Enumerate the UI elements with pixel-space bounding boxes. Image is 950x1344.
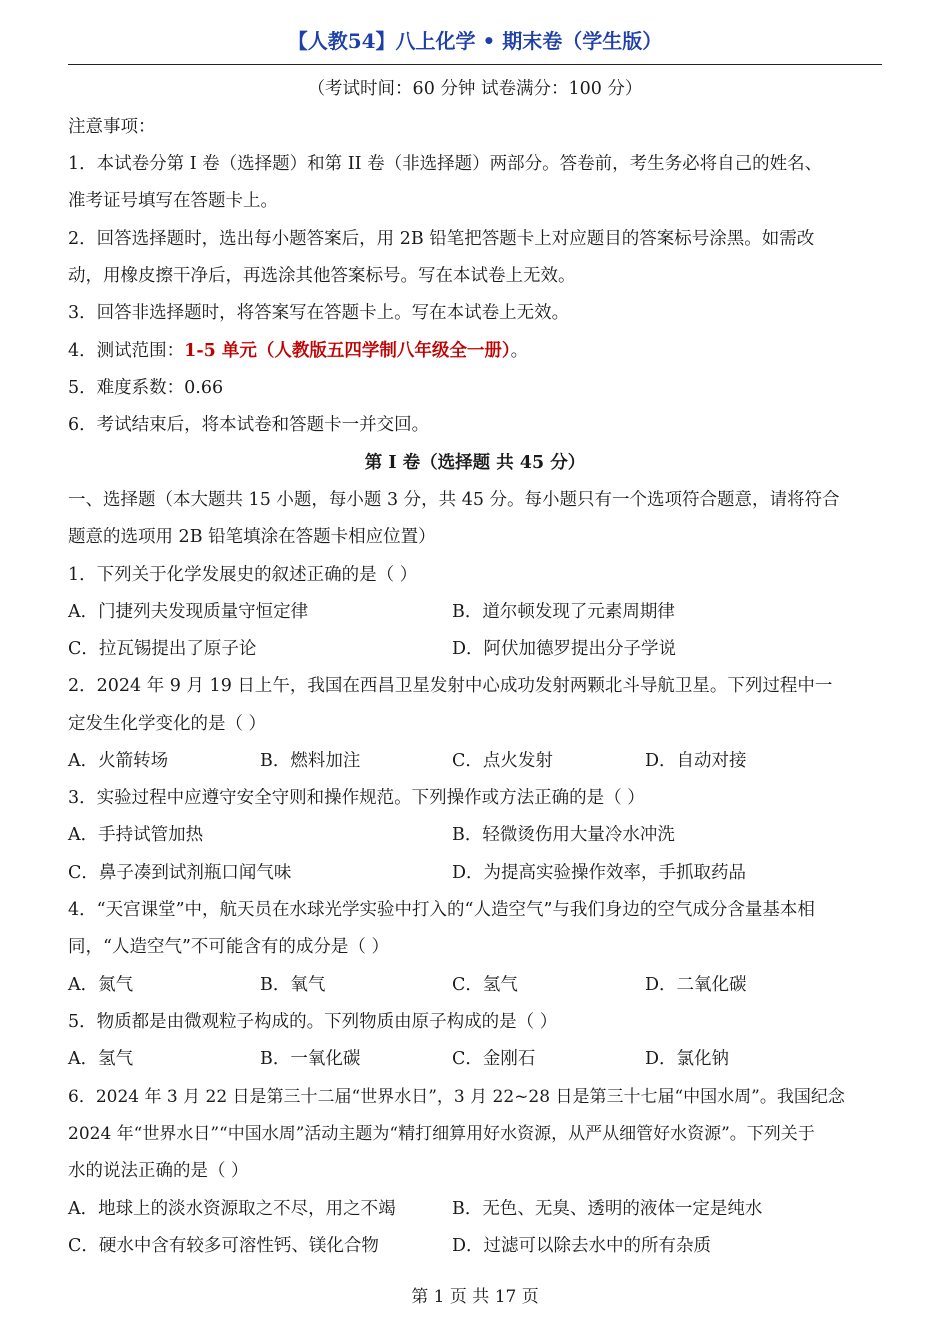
header-divider [68,64,882,65]
question-4-option-c: C．氢气 [452,975,518,995]
note-2-line-2: 动，用橡皮擦干净后，再选涂其他答案标号。写在本试卷上无效。 [68,266,576,286]
question-6-stem-line-3: 水的说法正确的是（ ） [68,1161,249,1181]
question-4-option-a: A．氮气 [68,975,134,995]
question-4-stem-line-1: 4．“天宫课堂”中，航天员在水球光学实验中打入的“人造空气”与我们身边的空气成分含量基本相 [68,900,815,920]
question-6-option-d: D．过滤可以除去水中的所有杂质 [452,1236,712,1256]
section-intro-line-1: 一、选择题（本大题共 15 小题，每小题 3 分，共 45 分。每小题只有一个选项符合题意，请将符合 [68,490,840,510]
question-1-option-d: D．阿伏加德罗提出分子学说 [452,639,677,659]
question-3-option-a: A．手持试管加热 [68,825,204,845]
question-6-option-b: B．无色、无臭、透明的液体一定是纯水 [452,1199,763,1219]
question-6-stem-line-2: 2024 年“世界水日”“中国水周”活动主题为“精打细算用好水资源，从严从细管好水资源”。下列关于 [68,1124,815,1144]
question-2-option-c: C．点火发射 [452,751,553,771]
question-2-option-d: D．自动对接 [645,751,747,771]
page-number: 第 1 页 共 17 页 [411,1287,539,1307]
section-title: 第 I 卷（选择题 共 45 分） [364,453,586,473]
question-5-option-a: A．氢气 [68,1049,134,1069]
question-2-stem-line-2: 定发生化学变化的是（ ） [68,714,267,734]
note-4-suffix: 。 [510,341,529,361]
question-5-option-b: B．一氧化碳 [260,1049,361,1069]
question-1-option-c: C．拉瓦锡提出了原子论 [68,639,257,659]
question-6-option-c: C．硬水中含有较多可溶性钙、镁化合物 [68,1236,379,1256]
note-6: 6．考试结束后，将本试卷和答题卡一并交回。 [68,415,430,435]
note-5: 5．难度系数：0.66 [68,378,224,398]
exam-info: （考试时间：60 分钟 试卷满分：100 分） [307,79,643,99]
question-3-option-b: B．轻微烫伤用大量冷水冲洗 [452,825,675,845]
question-5-option-d: D．氯化钠 [645,1049,730,1069]
question-4-option-b: B．氧气 [260,975,326,995]
note-4 [68,338,882,364]
note-3: 3．回答非选择题时，将答案写在答题卡上。写在本试卷上无效。 [68,303,570,323]
question-1-option-a: A．门捷列夫发现质量守恒定律 [68,602,309,622]
exam-title: 【人教54】八上化学 • 期末卷（学生版） [287,29,663,53]
question-5-option-c: C．金刚石 [452,1049,536,1069]
question-2-option-a: A．火箭转场 [68,751,169,771]
note-1-line-1: 1．本试卷分第 I 卷（选择题）和第 II 卷（非选择题）两部分。答卷前，考生务必将自己的姓名、 [68,154,823,174]
section-intro-line-2: 题意的选项用 2B 铅笔填涂在答题卡相应位置） [68,527,436,547]
question-4-stem-line-2: 同，“人造空气”不可能含有的成分是（ ） [68,937,389,957]
question-3-option-d: D．为提高实验操作效率，手抓取药品 [452,863,747,883]
question-5-stem: 5．物质都是由微观粒子构成的。下列物质由原子构成的是（ ） [68,1012,558,1032]
question-1-stem: 1．下列关于化学发展史的叙述正确的是（ ） [68,565,418,585]
note-2-line-1: 2．回答选择题时，选出每小题答案后，用 2B 铅笔把答题卡上对应题目的答案标号涂黑。如需改 [68,229,815,249]
question-3-option-c: C．鼻子凑到试剂瓶口闻气味 [68,863,292,883]
note-4-prefix: 4．测试范围： [68,341,185,361]
question-3-stem: 3．实验过程中应遵守安全守则和操作规范。下列操作或方法正确的是（ ） [68,788,645,808]
question-6-option-a: A．地球上的淡水资源取之不尽，用之不竭 [68,1199,396,1219]
test-range: 1-5 单元（人教版五四学制八年级全一册） [184,341,511,361]
question-6-stem-line-1: 6．2024 年 3 月 22 日是第三十二届“世界水日”，3 月 22~28 日是第三十七届“中国水周”。我国纪念 [68,1087,845,1107]
question-1-option-b: B．道尔顿发现了元素周期律 [452,602,675,622]
note-1-line-2: 准考证号填写在答题卡上。 [68,191,278,211]
question-2-stem-line-1: 2．2024 年 9 月 19 日上午，我国在西昌卫星发射中心成功发射两颗北斗导航卫星。下列过程中一 [68,676,833,696]
question-4-option-d: D．二氧化碳 [645,975,747,995]
question-2-option-b: B．燃料加注 [260,751,361,771]
notes-heading: 注意事项： [68,117,156,137]
